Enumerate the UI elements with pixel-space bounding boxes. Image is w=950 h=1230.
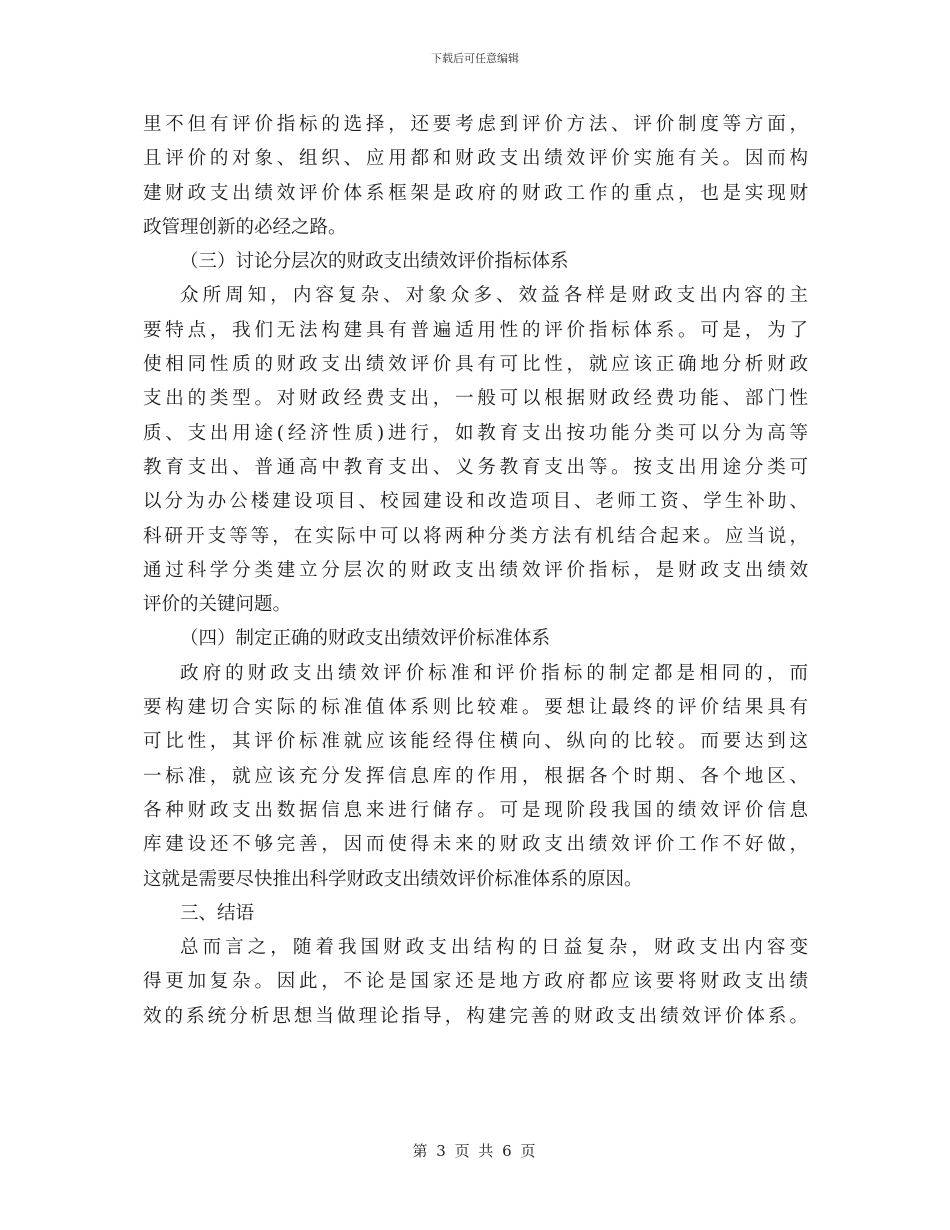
paragraph-line: 这就是需要尽快推出科学财政支出绩效评价标准体系的原因。 [143, 868, 643, 890]
paragraph-line: 使相同性质的财政支出绩效评价具有可比性，就应该正确地分析财政 [143, 354, 808, 376]
paragraph-line: 科研开支等等，在实际中可以将两种分类方法有机结合起来。应当说， [143, 525, 808, 547]
paragraph-line: 总而言之，随着我国财政支出结构的日益复杂，财政支出内容变 [180, 937, 808, 959]
paragraph-line: 要构建切合实际的标准值体系则比较难。要想让最终的评价结果具有 [143, 697, 808, 719]
section-heading: （三）讨论分层次的财政支出绩效评价指标体系 [180, 251, 569, 273]
paragraph-line: 政管理创新的必经之路。 [143, 216, 347, 238]
paragraph-line: 里不但有评价指标的选择，还要考虑到评价方法、评价制度等方面， [143, 114, 808, 135]
paragraph-line: 且评价的对象、组织、应用都和财政支出绩效评价实施有关。因而构 [143, 148, 808, 170]
paragraph-line: 支出的类型。对财政经费支出，一般可以根据财政经费功能、部门性 [143, 388, 808, 410]
paragraph-line: 建财政支出绩效评价体系框架是政府的财政工作的重点，也是实现财 [143, 182, 808, 204]
paragraph-line: 各种财政支出数据信息来进行储存。可是现阶段我国的绩效评价信息 [143, 799, 808, 821]
section-heading: （四）制定正确的财政支出绩效评价标准体系 [180, 628, 551, 650]
paragraph-line: 政府的财政支出绩效评价标准和评价指标的制定都是相同的，而 [180, 662, 808, 684]
paragraph-line: 众所周知，内容复杂、对象众多、效益各样是财政支出内容的主 [180, 285, 808, 307]
paragraph-line: 通过科学分类建立分层次的财政支出绩效评价指标，是财政支出绩效 [143, 559, 808, 581]
paragraph-line: 库建设还不够完善，因而使得未来的财政支出绩效评价工作不好做， [143, 834, 808, 856]
page-header: 下载后可任意编辑 [431, 52, 519, 65]
paragraph-line: 要特点，我们无法构建具有普遍适用性的评价指标体系。可是，为了 [143, 319, 808, 341]
paragraph-line: 得更加复杂。因此，不论是国家还是地方政府都应该要将财政支出绩 [143, 971, 808, 993]
document-body [143, 108, 808, 1034]
paragraph-line: 效的系统分析思想当做理论指导，构建完善的财政支出绩效评价体系。 [143, 1005, 808, 1027]
page-footer: 第 3 页 共 6 页 [412, 1142, 538, 1160]
paragraph-line: 一标准，就应该充分发挥信息库的作用，根据各个时期、各个地区、 [143, 765, 808, 787]
paragraph-line: 以分为办公楼建设项目、校园建设和改造项目、老师工资、学生补助、 [143, 491, 808, 513]
paragraph-line: 质、支出用途(经济性质)进行，如教育支出按功能分类可以分为高等 [143, 422, 808, 444]
paragraph-line: 教育支出、普通高中教育支出、义务教育支出等。按支出用途分类可 [143, 456, 808, 478]
paragraph-line: 可比性，其评价标准就应该能经得住横向、纵向的比较。而要达到这 [143, 731, 808, 753]
section-heading: 三、结语 [180, 902, 255, 924]
paragraph-line: 评价的关键问题。 [143, 594, 292, 616]
